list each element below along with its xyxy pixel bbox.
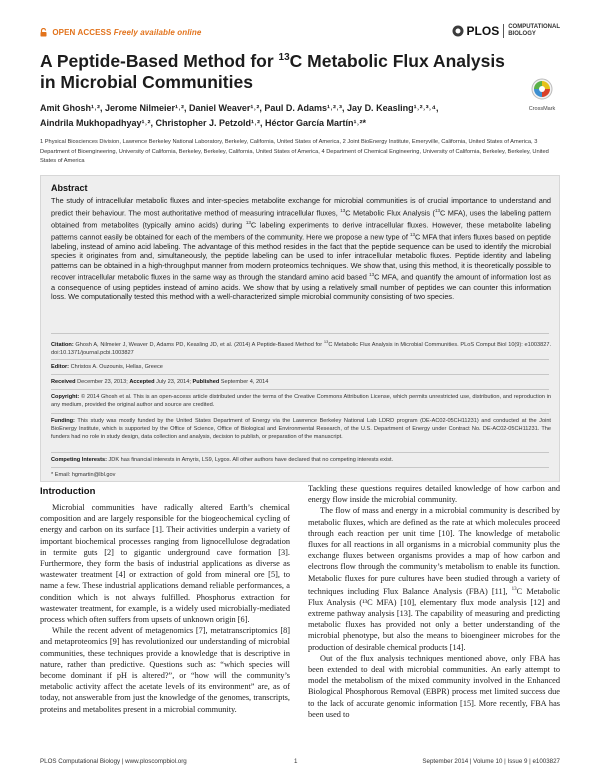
footer-page-number: 1 xyxy=(294,758,298,765)
journal-name xyxy=(508,24,560,38)
copyright-label: Copyright: xyxy=(51,394,80,400)
abstract-text xyxy=(51,196,551,302)
corresponding-email: * Email: hgmartin@lbl.gov xyxy=(51,472,116,478)
right-p2-pre: The flow of mass and energy in a microbial community is described by metabolic fluxes, which are defined as the rate at which molecules proceed through each reaction per unit time [10]. The knowledge of metabolic fluxes for all reactions in all organisms in a microbial community plus the exchange fluxes between organisms provides a map of how carbon and electrons flow through the community’s metabolism to enable its function. Metabolic fluxes for pure cultures have been studied through a variety of techniques including Flux Balance Analysis (FBA) [11], xyxy=(308,506,560,596)
freely-available-label: Freely available online xyxy=(113,28,202,37)
plos-wordmark: PLOS xyxy=(466,24,500,38)
abstract-part-c: C MFA), uses the labeling pattern obtained from metabolites (typically amino acids) during xyxy=(51,208,551,230)
open-access-label: OPEN xyxy=(52,28,76,37)
right-paragraph-2 xyxy=(308,505,560,652)
abstract-part-e: C MFA that infers fluxes based on peptide labeling, instead of amino acid labeling. The advantage of this method resides in the fact that the peptide sequence can be used to identify the microbial species it originates from and, simultaneously, the peptide labeling can be used to infer intracellular metabolic fluxes. Peptide identity and labeling patterns can be obtained in a high-throughput manner from modern proteomics techniques. We show that, using this method, it is theoretically possible to recover intracellular metabolic fluxes in the same way as through the standard amino acid based xyxy=(51,232,551,282)
citation xyxy=(51,338,551,357)
funding xyxy=(51,417,551,441)
published-label: Published xyxy=(192,379,220,385)
title-pre: A Peptide-Based Method for xyxy=(40,50,279,71)
author-list xyxy=(40,101,565,131)
abstract-heading: Abstract xyxy=(51,183,88,193)
abstract-sup: 13 xyxy=(245,219,251,225)
funding-divider xyxy=(51,413,549,414)
abstract-divider xyxy=(51,333,549,334)
dates xyxy=(51,378,551,386)
editor-label: Editor: xyxy=(51,364,70,370)
affiliations: 1 Physical Biosciences Division, Lawrence Berkeley National Laboratory, Berkeley, California, United States of America, 2 Joint BioEnergy Institute, Emeryville, California, United States of America, 3 Department of Bioengineering, University of California, Berkeley, Berkeley, California, United States of America, 4 Department of Chemical Engineering, University of California, Berkeley, Berkeley, United States of America xyxy=(40,139,549,164)
abstract-sup: 13 xyxy=(340,207,346,213)
abstract-sup: 13 xyxy=(409,231,415,237)
right-paragraph-1: Tackling these questions requires detailed knowledge of how carbon and energy flow inside the microbial community. xyxy=(308,484,560,505)
received-date: December 23, 2013; xyxy=(75,379,130,385)
abstract-part-d: C labeling experiments to derive intracellular fluxes. However, these metabolite labeling patterns cannot easily be obtained for each of the members of the community. Here we propose a new type of xyxy=(51,220,551,242)
journal-name-line2: BIOLOGY xyxy=(508,31,536,37)
copyright-divider xyxy=(51,389,549,390)
title-sup: 13 xyxy=(278,52,290,63)
article-title xyxy=(40,47,520,93)
funding-label: Funding: xyxy=(51,418,75,424)
title-post: C Metabolic Flux Analysis in Microbial Communities xyxy=(40,50,505,92)
open-lock-icon xyxy=(40,28,47,37)
right-column xyxy=(308,483,560,720)
plos-logo-icon xyxy=(452,25,464,37)
citation-post: C Metabolic Flux Analysis in Microbial Communities. PLoS Comput Biol 10(9): e1003827. doi:10.1371/journal.pcbi.1003827 xyxy=(51,341,551,356)
abstract-sup: 13 xyxy=(369,272,375,278)
abstract-part-b: C Metabolic Flux Analysis ( xyxy=(345,208,435,218)
competing-label: Competing Interests: xyxy=(51,457,107,463)
editor xyxy=(51,363,551,371)
competing-value: JDK has financial interests in Amyris, LS9, Lygos. All other authors have declared that no competing interests exist. xyxy=(106,457,394,463)
email-divider xyxy=(51,467,549,468)
funding-value: This study was mostly funded by the United States Department of Energy via the Lawrence Berkeley National Lab LDRD program (DE-AC02-05CH11231) and conducted at the Joint BioEnergy Institute, which is supported by the Office of Science, Office of Biological and Environmental Research, of the U.S. Department of Energy under Contract No. DE-AC02-05CH11231. The funders had no role in study design, data collection and analysis, decision to publish, or preparation of the manuscript. xyxy=(51,418,551,440)
editor-divider xyxy=(51,359,549,360)
dates-divider xyxy=(51,374,549,375)
journal-name-line1: COMPUTATIONAL xyxy=(508,24,560,30)
left-paragraph-2: While the recent advent of metagenomics [7], metatranscriptomics [8] and metaproteomics [9] has revolutionized our understanding of microbial communities, these techniques provide a knowledge that is descriptive in nature, rather than predictive. Questions such as: “which species will become dominant if pH is altered?”, or “how will the community’s metabolic activity affect the acetate levels of its environment” are, as of today, not answerable from just the knowledge of the genomes, transcripts, proteins and metabolites present in a microbial community. xyxy=(40,626,290,714)
abstract-part-f: C MFA, and quantify the amount of information lost as a consequence of using peptides instead of amino acids. We show that by using a relatively small number of peptides we can counter this information loss. We computationally tested this method with a well-characterized simple microbial community consisting of two species. xyxy=(51,272,551,302)
citation-pre: Ghosh A, Nilmeier J, Weaver D, Adams PD, Keasling JD, et al. (2014) A Peptide-Based Method for xyxy=(73,341,324,348)
editor-value: Christos A. Ouzounis, Hellas, Greece xyxy=(69,364,163,370)
footer-journal: PLOS Computational Biology | www.ploscompbiol.org xyxy=(40,758,187,765)
open-access-banner xyxy=(40,28,201,37)
plos-journal-logo xyxy=(452,24,560,38)
copyright xyxy=(51,393,551,409)
authors-line1: Amit Ghosh¹˒², Jerome Nilmeier¹˒², Daniel Weaver¹˒², Paul D. Adams¹˒²˒³, Jay D. Keasling¹˒²˒³˒⁴, xyxy=(40,103,439,113)
crossmark-icon xyxy=(531,78,553,100)
left-column xyxy=(40,502,290,715)
abstract-sup: 13 xyxy=(434,207,440,213)
right-p2-sup: 13 xyxy=(511,586,517,592)
crossmark-label: CrossMark xyxy=(528,106,556,112)
competing-interests xyxy=(51,456,551,464)
published-date: September 4, 2014 xyxy=(219,379,269,385)
competing-divider xyxy=(51,452,549,453)
logo-divider xyxy=(503,24,504,38)
introduction-heading: Introduction xyxy=(40,486,96,497)
access-label: ACCESS xyxy=(77,28,112,37)
received-label: Received xyxy=(51,379,76,385)
authors-line2: Aindrila Mukhopadhyay¹˒², Christopher J. Petzold¹˒², Héctor García Martín¹˒²* xyxy=(40,118,367,128)
citation-sup: 13 xyxy=(323,339,329,344)
right-paragraph-3: Out of the flux analysis techniques mentioned above, only FBA has been extended to deal with microbial communities. An early attempt to model the metabolism of the mixed community involved in the Enhanced Biological Phosphorous Removal (EBPR) process met limited success due to the lack of accurate genomic information [15]. More recently, FBA has been used to xyxy=(308,653,560,719)
footer-issue: September 2014 | Volume 10 | Issue 9 | e1003827 xyxy=(422,758,560,765)
citation-label: Citation: xyxy=(51,341,74,348)
copyright-value: © 2014 Ghosh et al. This is an open-access article distributed under the terms of the Creative Commons Attribution License, which permits unrestricted use, distribution, and reproduction in any medium, provided the original author and source are credited. xyxy=(51,394,551,408)
abstract-part-a: The study of intracellular metabolic fluxes and inter-species metabolite exchange for microbial communities is of crucial importance to understand and predict their behaviour. The most authoritative method of measuring intracellular fluxes, xyxy=(51,196,551,218)
accepted-date: July 23, 2014; xyxy=(154,379,193,385)
accepted-label: Accepted xyxy=(129,379,155,385)
left-paragraph-1: Microbial communities have radically altered Earth’s chemical composition and are largely responsible for the biogeochemical cycling of energy and carbon on its surface [1]. Their activities underpin a variety of important biochemical processes ranging from lignocellulose degradation in termite guts [2] to gigantic underground cave formation [3]. Furthermore, they form the basis of industrial applications as diverse as wastewater treatment [4] or extraction of gold from mineral ore [5], to name a few. These industrial applications demand reliable performances, a condition which is not always fulfilled. Phosphorus extraction for wastewater treatment, for example, is a widely used microbially-mediated process which often suffers from upsets of unknown origin [6]. xyxy=(40,503,290,625)
right-p2-post: C Metabolic Flux Analysis (¹³C MFA) [10], elementary flux mode analysis [12] and extreme pathway analysis [13]. The capability of measuring and predicting metabolic fluxes has provided not only a better understanding of the microbial phenotype, but also the means to bioengineer microbes for the production of desirable chemical products [14]. xyxy=(308,586,560,652)
